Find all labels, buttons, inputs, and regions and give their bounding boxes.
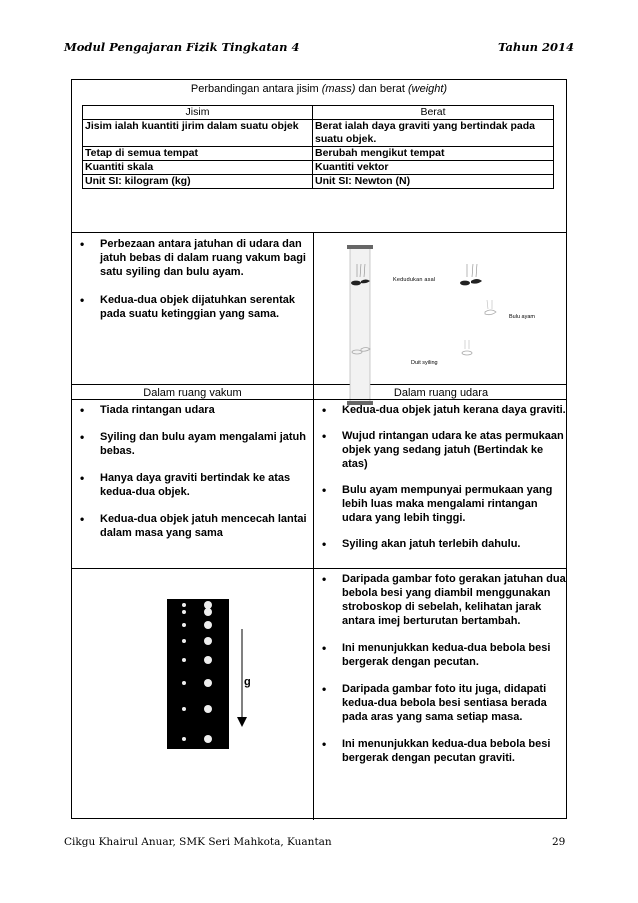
- vacuum-heading: Dalam ruang vakum: [143, 387, 242, 399]
- feather-label: Bulu ayam: [509, 314, 535, 320]
- footer-author: Cikgu Khairul Anuar, SMK Seri Mahkota, Kuantan: [64, 836, 332, 848]
- list-item: • Kedua-dua objek dijatuhkan serentak pada suatu ketinggian yang sama.: [72, 293, 310, 321]
- list-item: • Daripada gambar foto gerakan jatuhan dua bebola besi yang diambil menggunakan stroboskop di sebelah, kelihatan jarak antara imej berturutan bertambah.: [314, 572, 566, 628]
- list-item: • Syiling dan bulu ayam mengalami jatuh bebas.: [72, 430, 310, 458]
- list-item: • Tiada rintangan udara: [72, 403, 310, 417]
- list-item: • Wujud rintangan udara ke atas permukaan objek yang sedang jatuh (Bertindak ke atas): [314, 429, 566, 471]
- table-row: [83, 161, 554, 175]
- air-list: [314, 403, 566, 551]
- list-item: • Hanya daya graviti bertindak ke atas kedua-dua objek.: [72, 471, 310, 499]
- comparison-section: [72, 80, 566, 233]
- vacuum-tube-figure: [314, 233, 568, 384]
- list-item: • Daripada gambar foto itu juga, didapati kedua-dua bebola besi sentiasa berada pada aras yang sama setiap masa.: [314, 682, 566, 724]
- page-number: 29: [552, 836, 566, 848]
- list-item: • Kedua-dua objek jatuh kerana daya graviti.: [314, 403, 566, 417]
- table-cell: Jisim ialah kuantiti jirim dalam suatu objek: [83, 120, 313, 147]
- list-item: • Syiling akan jatuh terlebih dahulu.: [314, 537, 566, 551]
- list-item: • Perbezaan antara jatuhan di udara dan jatuh bebas di dalam ruang vakum bagi satu syiling dan bulu ayam.: [72, 237, 310, 279]
- year-label: Tahun 2014: [497, 40, 574, 54]
- header-jisim: Jisim: [83, 106, 313, 120]
- list-item: • Ini menunjukkan kedua-dua bebola besi bergerak dengan pecutan graviti.: [314, 737, 566, 765]
- table-row: [83, 120, 554, 147]
- header-berat: Berat: [313, 106, 554, 120]
- start-position-label: Kedudukan asal: [393, 277, 436, 283]
- comparison-bullets-section: [72, 400, 566, 569]
- page-header: [64, 40, 576, 58]
- table-row: [83, 147, 554, 161]
- list-item: • Bulu ayam mempunyai permukaan yang lebih luas maka mengalami rintangan udara yang lebih tinggi.: [314, 483, 566, 525]
- air-heading: Dalam ruang udara: [393, 387, 489, 399]
- stroboscope-photo: [167, 599, 229, 749]
- list-item: • Ini menunjukkan kedua-dua bebola besi bergerak dengan pecutan.: [314, 641, 566, 669]
- list-item: • Kedua-dua objek jatuh mencecah lantai dalam masa yang sama: [72, 512, 310, 540]
- table-cell: Kuantiti skala: [83, 161, 313, 175]
- table-cell: Unit SI: kilogram (kg): [83, 175, 313, 189]
- experiment-section: [72, 233, 566, 385]
- table-cell: Berat ialah daya graviti yang bertindak pada suatu objek.: [313, 120, 554, 147]
- mass-weight-table: [82, 105, 554, 189]
- table-header-row: [83, 106, 554, 120]
- table-cell: Kuantiti vektor: [313, 161, 554, 175]
- coin-label: Duit syiling: [411, 360, 438, 366]
- module-title: Modul Pengajaran Fizik Tingkatan 4: [64, 40, 300, 54]
- vacuum-list: [72, 403, 310, 540]
- table-cell: Berubah mengikut tempat: [313, 147, 554, 161]
- comparison-title: Perbandingan antara jisim (mass) dan berat (weight): [190, 83, 448, 95]
- heading-row: [72, 385, 566, 400]
- stroboscope-list: [314, 572, 566, 765]
- table-row: [83, 175, 554, 189]
- content-table: [71, 79, 567, 819]
- gravity-label: g: [244, 676, 251, 688]
- table-cell: Tetap di semua tempat: [83, 147, 313, 161]
- tube-illustration: [347, 245, 547, 405]
- table-cell: Unit SI: Newton (N): [313, 175, 554, 189]
- experiment-list: [72, 237, 310, 321]
- stroboscope-section: [72, 569, 566, 820]
